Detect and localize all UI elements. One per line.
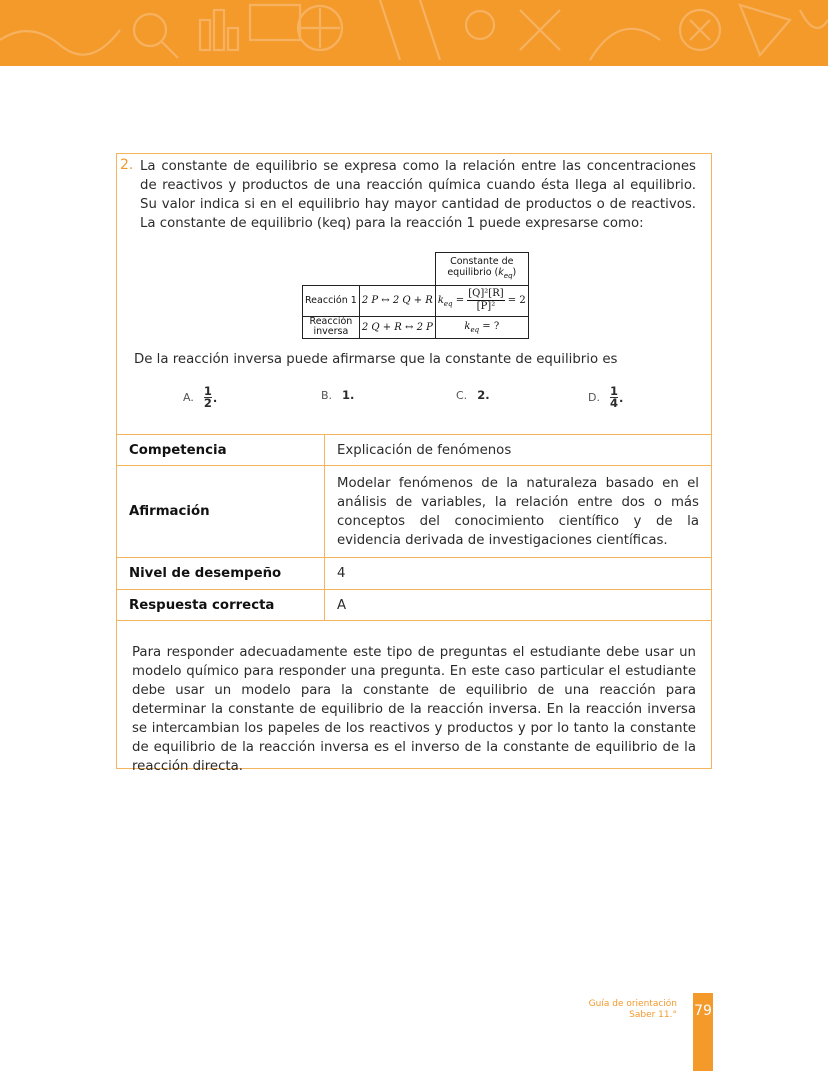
question-stem: De la reacción inversa puede afirmarse que la constante de equilibrio es [134,352,618,367]
competencia-label: Competencia [117,435,325,466]
question-number: 2. [120,157,134,173]
afirmacion-label: Afirmación [117,466,325,558]
reaction1-keq: $k_{eq}$ = $\frac{\text{[Q]²[R]}}{\text{[P]²}}$ = 2 [435,285,528,316]
explanation-text: Para responder adecuadamente este tipo de preguntas el estudiante debe usar un modelo químico para responder una pregunta. En este caso particular el estudiante debe usar un modelo para la constante de equilibrio de una reacción para determinar la constante de equilibrio de la reacción inversa. En la reacción inversa se intercambian los papeles de los reactivos y productos y por lo tanto la constante de equilibrio de la reacción inversa es el inverso de la constante de equilibrio de la reacción directa. [132,645,696,774]
reaction1-label: Reacción 1 [303,285,360,316]
page-number: 79 [694,1003,712,1019]
question-text: La constante de equilibrio se expresa como la relación entre las concentraciones de reactivos y productos de una reacción química cuando ésta llega al equilibrio. Su valor indica si en el equilibrio hay mayor cantidad de productos o de reactivos. La constante de equilibrio (keq) para la reacción 1 puede expresarse como: [140,159,696,231]
afirmacion-value: Modelar fenómenos de la naturaleza basado en el análisis de variables, la relación entre dos o más conceptos del conocimiento científico y de la evidencia derivada de investigaciones científicas. [325,466,712,558]
reverse-reaction-label: Reacción inversa [303,316,360,338]
option-b[interactable]: B. 1. [321,388,355,402]
reverse-reaction-equation: 2 Q + R ↔ 2 P [359,316,435,338]
option-a[interactable]: A. 1 2 . [183,384,218,410]
magnifier-icon [134,14,166,46]
info-table [116,434,712,621]
respuesta-label: Respuesta correcta [117,590,325,621]
respuesta-value: A [325,590,712,621]
option-d[interactable]: D. 1 4 . [588,384,624,410]
banner-doodles [0,0,828,66]
reaction1-equation: 2 P ↔ 2 Q + R [359,285,435,316]
reverse-reaction-keq: $k_{eq}$ = ? [435,316,528,338]
competencia-value: Explicación de fenómenos [325,435,712,466]
header-banner [0,0,828,66]
equilibrium-table [302,252,529,339]
table-header: Constante de equilibrio $(k_{eq})$ [435,253,528,286]
footer-guide-title: Guía de orientación Saber 11.° [588,999,677,1020]
option-c[interactable]: C. 2. [456,388,490,402]
nivel-value: 4 [325,558,712,590]
nivel-label: Nivel de desempeño [117,558,325,590]
